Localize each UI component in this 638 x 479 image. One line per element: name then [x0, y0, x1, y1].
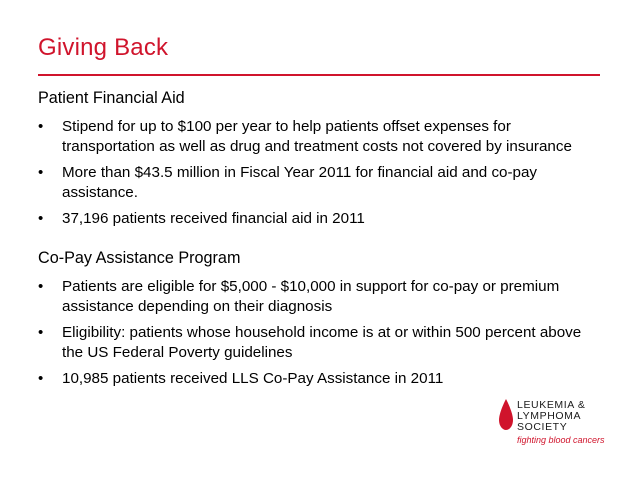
bullet-text: Patients are eligible for $5,000 - $10,000 in support for co-pay or premium assistance depending on their diagnosis: [62, 278, 560, 315]
logo-line-3: SOCIETY: [517, 421, 568, 433]
bullet-item: [38, 163, 600, 203]
lls-logo: [497, 398, 627, 454]
title-divider: [38, 74, 600, 76]
logo-line-1: LEUKEMIA &: [517, 399, 586, 411]
bullet-icon: •: [38, 210, 44, 227]
bullet-icon: •: [38, 324, 44, 341]
bullet-item: [38, 117, 600, 157]
bullet-item: [38, 369, 600, 389]
bullet-text: 37,196 patients received financial aid in 2011: [62, 210, 365, 227]
slide-body: [38, 87, 600, 395]
bullet-item: [38, 209, 600, 229]
bullet-icon: •: [38, 370, 44, 387]
section-heading: Patient Financial Aid: [38, 89, 185, 107]
bullet-list: [38, 277, 600, 389]
bullet-text: Stipend for up to $100 per year to help patients offset expenses for transportation as well as drug and treatment costs not covered by insurance: [62, 118, 572, 155]
bullet-icon: •: [38, 164, 44, 181]
blood-drop-icon: [497, 398, 515, 432]
section-patient-financial-aid: [38, 87, 600, 229]
logo-tagline: fighting blood cancers: [517, 435, 605, 445]
bullet-text: Eligibility: patients whose household income is at or within 500 percent above the US Federal Poverty guidelines: [62, 324, 582, 361]
section-co-pay-assistance: [38, 247, 600, 389]
bullet-icon: •: [38, 118, 44, 135]
slide-title: Giving Back: [38, 34, 169, 61]
bullet-text: 10,985 patients received LLS Co-Pay Assistance in 2011: [62, 370, 444, 387]
bullet-icon: •: [38, 278, 44, 295]
logo-line-2: LYMPHOMA: [517, 410, 582, 422]
bullet-list: [38, 117, 600, 229]
bullet-text: More than $43.5 million in Fiscal Year 2011 for financial aid and co-pay assistance.: [62, 164, 538, 201]
bullet-item: [38, 323, 600, 363]
bullet-item: [38, 277, 600, 317]
section-heading: Co-Pay Assistance Program: [38, 249, 241, 267]
